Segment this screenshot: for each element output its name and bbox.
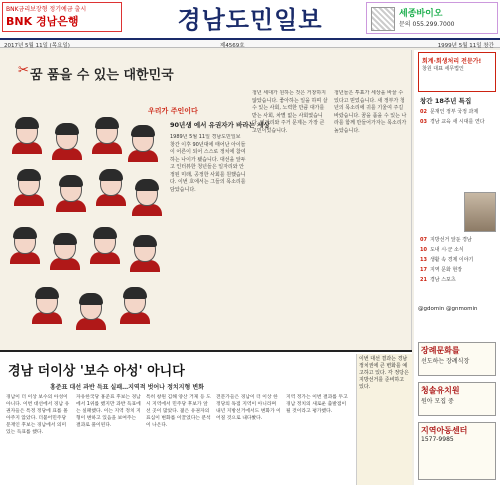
top-right-ad[interactable] xyxy=(366,2,498,34)
main-feature xyxy=(0,50,412,350)
newspaper-masthead: 경남도민일보 xyxy=(177,5,323,34)
top-right-ad-line1: 세종바이오 xyxy=(399,9,443,19)
section-logo: 우리가 주인이다 xyxy=(148,107,198,115)
index-item[interactable] xyxy=(420,276,456,283)
lower-column-2: 자유한국당 홍준표 후보는 경남에서 1위를 했지만 과반 득표에는 실패했다. 이는 지역 정치 지형이 변하고 있음을 보여주는 결과로 풀이된다. xyxy=(76,395,141,428)
portrait xyxy=(56,176,86,210)
right-sidebar xyxy=(414,50,500,485)
portrait xyxy=(12,118,42,152)
lower-column-5: 지역 정가는 이번 결과를 두고 경남 정치의 새로운 출발점이 될 것이라고 평가했다. xyxy=(286,395,348,414)
index-text: 문재인 정부 국정 과제 xyxy=(429,109,479,115)
portrait xyxy=(76,294,106,328)
feature-column-2: 청년 세대가 원하는 것은 거창하지 않았습니다. 좋아하는 일을 하며 살 수 있는 사회, 노력한 만큼 대가를 받는 사회, 차별 없는 사회였습니다. 일자리와 주거 문제는 가장 큰 고민이었습니다. xyxy=(252,90,328,134)
index-item[interactable] xyxy=(420,108,478,115)
index-text: 경남 스포츠 xyxy=(429,277,456,283)
index-text: 생활 속 경제 이야기 xyxy=(429,257,474,263)
portrait xyxy=(90,228,120,262)
feature-column-3: 청년들은 투표가 세상을 바꿀 수 있다고 믿었습니다. 새 정부가 청년의 목소리에 귀를 기울여 주길 바랐습니다. 꿈을 품을 수 있는 나라를 함께 만들어가자는 목소리가 높았습니다. xyxy=(334,90,407,134)
accounting-ad-line: 창원 대표 세무법인 xyxy=(422,66,464,72)
portrait xyxy=(32,288,62,322)
index-item[interactable] xyxy=(420,266,462,273)
lower-article-headline[interactable]: 경남 더이상 '보수 아성' 아니다 xyxy=(8,364,185,379)
lower-article-subhead: 홍준표 대선 과반 득표 실패…지역적 벗어나 정치지형 변화 xyxy=(50,384,204,391)
funeral-ad[interactable] xyxy=(418,342,496,376)
anniversary-heading: 창간 18주년 특집 xyxy=(420,97,472,105)
portrait xyxy=(10,228,40,262)
index-item[interactable] xyxy=(420,256,473,263)
index-page: 07 xyxy=(420,237,427,243)
index-page: 17 xyxy=(420,267,427,273)
index-item[interactable] xyxy=(420,246,464,253)
index-text: 지방선거 앞둔 경남 xyxy=(429,237,472,243)
kindergarten-ad[interactable] xyxy=(418,382,496,416)
center-ad-title: 지역아동센터 xyxy=(421,426,468,435)
feature-title: 꿈 품을 수 있는 대한민국 xyxy=(30,68,174,83)
index-page: 10 xyxy=(420,247,427,253)
lower-column-1: 경남이 더 이상 보수의 아성이 아니다. 이번 대선에서 경남 유권자들은 특정 정당에 표를 몰아주지 않았다. 더불어민주당 문재인 후보는 경남에서 의미 있는 득표를 했다. xyxy=(6,395,70,435)
lower-column-3: 특히 창원 김해 양산 거제 등 도시 지역에서 민주당 후보가 앞선 곳이 많았다. 젊은 유권자의 표심이 변화를 이끌었다는 분석이 나온다. xyxy=(146,395,211,428)
edition-number: 제4569호 xyxy=(220,43,245,49)
qr-code-icon xyxy=(371,7,395,31)
lower-sidebar-text: 이번 대선 결과는 경남 정치권에 큰 변화를 예고하고 있다. 각 정당은 지방선거를 준비하고 있다. xyxy=(356,354,412,485)
accounting-ad[interactable] xyxy=(418,52,496,92)
portrait-illustrations xyxy=(4,118,184,350)
lower-column-4: 전문가들은 경남이 더 이상 한 정당의 독점 지역이 아니라며 내년 지방선거에서도 변화가 이어질 것으로 내다봤다. xyxy=(216,395,281,421)
top-right-ad-line2: 문의 055.299.7000 xyxy=(399,21,455,28)
portrait xyxy=(14,170,44,204)
portrait xyxy=(132,180,162,214)
header xyxy=(0,0,500,38)
feature-caption: 90년생 에서 유권자가 바라는 세상 xyxy=(170,121,270,129)
index-page: 13 xyxy=(420,257,427,263)
center-ad[interactable] xyxy=(418,422,496,480)
portrait xyxy=(128,126,158,160)
index-item[interactable] xyxy=(420,118,485,125)
funeral-ad-sub: 선도하는 장례식장 xyxy=(421,358,470,365)
founding-date: 1999년 5월 11일 창간 xyxy=(437,43,494,49)
bank-ad[interactable] xyxy=(2,2,122,32)
funeral-ad-title: 장례문화를 xyxy=(421,346,460,355)
dateline xyxy=(0,38,500,48)
bank-ad-line1: BNK금리보장형 정기예금 출시 xyxy=(6,6,87,13)
kindergarten-ad-title: 청솔유치원 xyxy=(421,386,460,395)
portrait xyxy=(50,234,80,268)
scissors-icon: ✂ xyxy=(18,63,29,78)
portrait xyxy=(52,124,82,158)
index-text: 경남 교육 새 시대를 연다 xyxy=(429,119,485,125)
issue-date: 2017년 5월 11일 (목요일) xyxy=(4,43,70,49)
bank-ad-line2: BNK 경남은행 xyxy=(6,15,79,28)
feature-column-1: 1989년 5월 11일 경남도민일보 창간 이후 90년대에 태어난 아이들이 어른이 되어 스스로 정치에 참여하는 나이가 됐습니다. 대선을 앞두고 인터뷰한 청년들은 일자리와 안정된 미래, 공정한 사회를 원했습니다. 이번 호에서는 그들의 목소리를 담았습니다. xyxy=(170,134,246,193)
portrait xyxy=(96,170,126,204)
index-page: 21 xyxy=(420,277,427,283)
person-photo xyxy=(464,192,496,232)
portrait xyxy=(92,118,122,152)
index-text: 지역 문화 현장 xyxy=(429,267,463,273)
index-page: 02 xyxy=(420,109,427,115)
index-item[interactable] xyxy=(420,236,472,243)
index-page: 03 xyxy=(420,119,427,125)
portrait xyxy=(130,236,160,270)
center-ad-phone: 1577-9985 xyxy=(421,436,454,443)
kindergarten-ad-sub: 원아 모집 중 xyxy=(421,398,454,405)
accounting-ad-title: 회계·회생처리 전문가! xyxy=(422,58,482,65)
index-text: 도내 시·군 소식 xyxy=(429,247,464,253)
lower-article xyxy=(0,350,412,485)
social-links[interactable]: @gdomin @gnmomin xyxy=(418,306,478,312)
portrait xyxy=(120,288,150,322)
